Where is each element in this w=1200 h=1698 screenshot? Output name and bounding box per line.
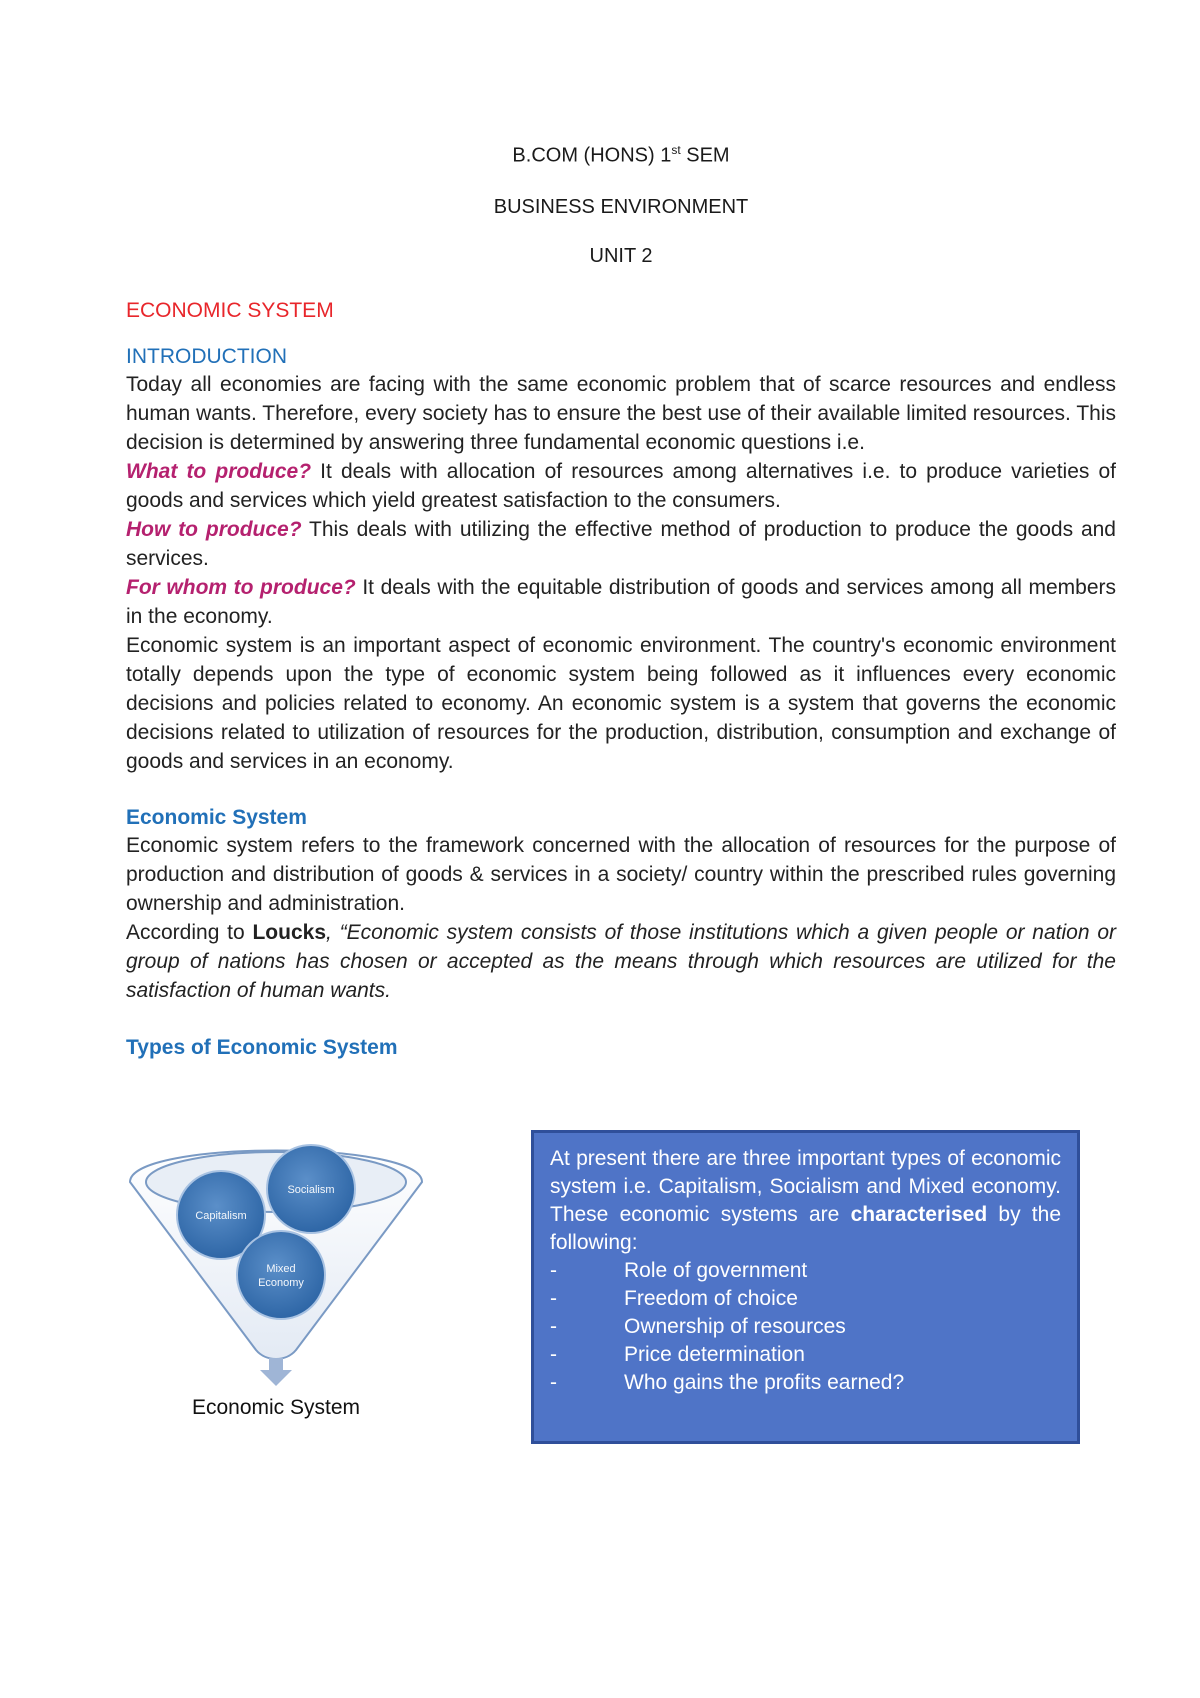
mixed-economy-circle [237, 1231, 325, 1319]
characteristics-list [550, 1257, 1061, 1397]
question-what-label: What to produce? [126, 459, 312, 483]
socialism-label: Socialism [287, 1184, 335, 1196]
unit-title: UNIT 2 [589, 244, 653, 267]
question-whom-label: For whom to produce? [126, 575, 356, 599]
intro-paragraph: Today all economies are facing with the same economic problem that of scarce resources and endless human wants. Therefore, every society has to ensure the best use of their available limited resources. This decision is determined by answering three fundamental economic questions i.e. [126, 372, 1116, 454]
economic-system-heading: Economic System [126, 805, 307, 829]
mixed-label-line2: Economy [258, 1277, 304, 1289]
list-item: - Freedom of choice [550, 1287, 798, 1310]
question-how: How to produce? This deals with utilizing the effective method of production to produce the goods and services. [126, 517, 1116, 570]
loucks-quote: According to Loucks, “Economic system consists of those institutions which a given people or nation or group of nations has chosen or accepted as the means through which resources are utilized for the satisfaction of human wants. [126, 920, 1116, 1002]
document-content [126, 138, 1116, 1061]
capitalism-label: Capitalism [195, 1210, 247, 1222]
subject-title: BUSINESS ENVIRONMENT [493, 195, 749, 218]
question-whom: For whom to produce? It deals with the equitable distribution of goods and services among all members in the economy. [126, 575, 1117, 628]
characteristics-intro: At present there are three important types of economic system i.e. Capitalism, Socialism and Mixed economy. These economic systems are characterised by the following: [550, 1147, 1062, 1254]
list-item: - Ownership of resources [550, 1315, 846, 1338]
intro-paragraph-2: Economic system is an important aspect of economic environment. The country's economic environment totally depends upon the type of economic system being followed as it influences every economic decisions and policies related to economy. An economic system is a system that governs the economic decisions related to utilization of resources for the production, distribution, consumption and exchange of goods and services in an economy. [126, 633, 1116, 773]
author-name: Loucks [252, 920, 327, 944]
course-title: B.COM (HONS) 1st SEM [512, 143, 730, 167]
question-how-label: How to produce? [126, 517, 302, 541]
mixed-label-line1: Mixed [266, 1263, 296, 1275]
types-heading: Types of Economic System [126, 1035, 398, 1059]
question-what: What to produce? It deals with allocation of resources among alternatives i.e. to produce varieties of goods and services which yield greatest satisfaction to the consumers. [126, 459, 1117, 512]
list-item: - Who gains the profits earned? [550, 1371, 905, 1394]
funnel-diagram [126, 1130, 426, 1430]
characteristics-box [531, 1130, 1080, 1444]
intro-heading: INTRODUCTION [126, 344, 287, 368]
list-item: - Price determination [550, 1343, 805, 1366]
list-item: - Role of government [550, 1259, 808, 1282]
down-arrow-icon [260, 1358, 292, 1386]
definition-paragraph: Economic system refers to the framework concerned with the allocation of resources for the purpose of production and distribution of goods & services in a society/ country within the prescribed rules governing ownership and administration. [126, 833, 1116, 915]
diagram-caption: Economic System [191, 1396, 361, 1419]
section-title: ECONOMIC SYSTEM [126, 298, 334, 322]
characterised-bold: characterised [850, 1203, 988, 1226]
